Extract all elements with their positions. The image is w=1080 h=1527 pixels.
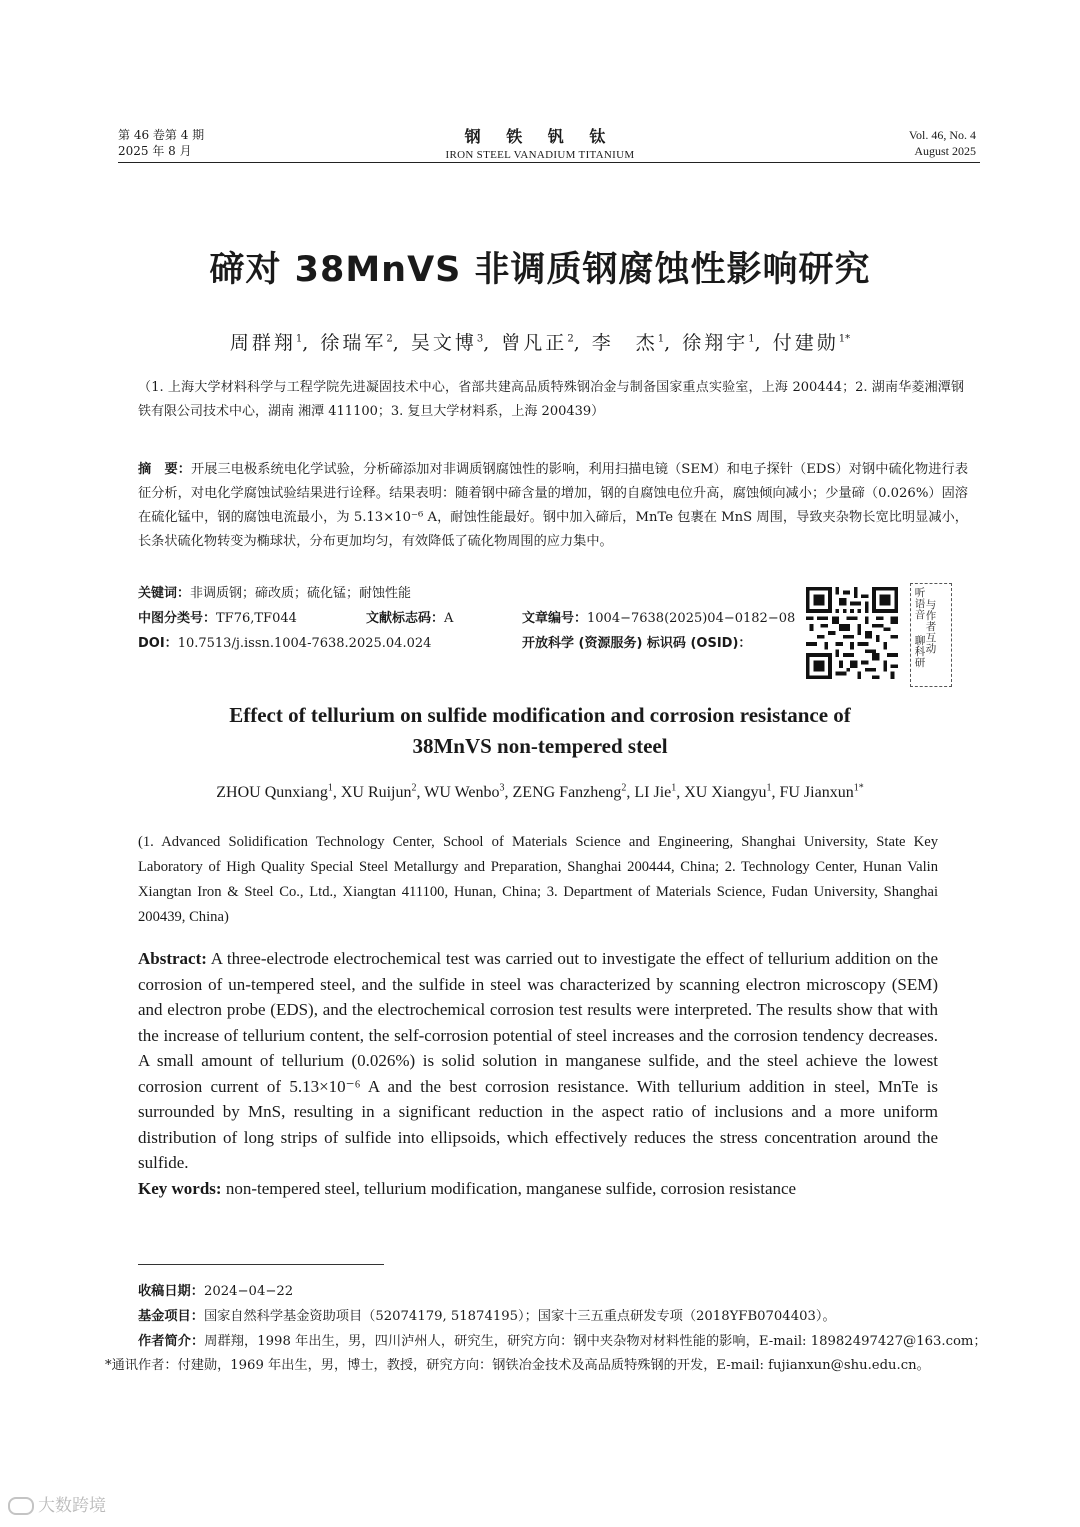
author-name: 吴文博	[410, 332, 477, 354]
keywords-en	[138, 1176, 958, 1201]
author-name: 徐翔宇	[682, 332, 749, 354]
article-no-value: 1004−7638(2025)04−0182−08	[587, 611, 796, 626]
affiliation-en: (1. Advanced Solidification Technology Center, School of Materials Science and Engineering, Shanghai University, State Key Laboratory of High Quality Special Steel Metallurgy and Preparation, Shanghai 200444, China; 2. Technology Center, Hunan Valin Xiangtan Iron & Steel Co., Ltd., Xiangtan 411100, Hunan, China; 3. Department of Materials Science, Fudan University, Shanghai 200439, China)	[138, 834, 938, 925]
author-name: LI Jie	[634, 784, 672, 802]
abstract-cn-text: 开展三电极系统电化学试验，分析碲添加对非调质钢腐蚀性的影响，利用扫描电镜（SEM）和电子探针（EDS）对钢中硫化物进行表征分析，对电化学腐蚀试验结果进行诠释。结果表明：随着钢中碲含量的增加，钢的自腐蚀电位升高，腐蚀倾向减小；少量碲（0.026%）固溶在硫化锰中，钢的腐蚀电流最小，为 5.13×10⁻⁶ A，耐蚀性能最好。钢中加入碲后，MnTe 包裹在 MnS 周围，导致夹杂物长宽比明显减小，长条状硫化物转变为椭球状，分布更加均匀，有效降低了硫化物周围的应力集中。	[138, 462, 969, 549]
bio-text: 周群翔，1998 年出生，男，四川泸州人，研究生，研究方向：钢中夹杂物对材料性能的影响，E-mail: 18982497427@163.com； *通讯作者：付建勋，1969 年出生，男，博士，教授，研究方向：钢铁冶金技术及高品质特殊钢的开发，E-mail: fujianxun@shu.edu.cn。	[105, 1334, 994, 1373]
watermark-text: 大数跨境	[38, 1496, 106, 1516]
footnote-received	[138, 1280, 1013, 1304]
osid-qr-code-icon[interactable]	[806, 587, 898, 679]
author-cn: 李 杰$^1$,	[591, 332, 674, 354]
author-cn: 吴文博$^3$,	[410, 332, 493, 354]
author-affil-mark: 1	[766, 783, 772, 794]
author-affil-mark: 1*	[853, 783, 864, 794]
doi-value[interactable]: 10.7513/j.issn.1004-7638.2025.04.024	[177, 636, 432, 651]
author-list-en	[0, 783, 1080, 802]
clc-value: TF76,TF044	[216, 611, 297, 626]
author-name: ZENG Fanzheng	[512, 784, 622, 802]
paper-title-en-line1: Effect of tellurium on sulfide modification and corrosion resistance of	[229, 703, 851, 727]
author-en: XU Ruijun$^2$,	[340, 783, 425, 802]
author-name: 李 杰	[591, 332, 658, 354]
abstract-en-label: Abstract:	[138, 949, 207, 968]
author-name: 徐瑞军	[320, 332, 387, 354]
issue-date-en: August 2025	[914, 144, 976, 158]
author-affil-mark: 1	[748, 333, 755, 345]
keywords-en-label: Key words:	[138, 1179, 222, 1198]
author-cn: 徐翔宇$^1$,	[682, 332, 764, 354]
author-en	[779, 784, 863, 801]
author-name: 付建勋	[772, 332, 839, 354]
author-en: XU Xiangyu$^1$,	[684, 783, 780, 802]
author-affil-mark: 2	[411, 783, 417, 794]
author-affil-mark: 3	[499, 783, 505, 794]
clc-number	[138, 609, 297, 629]
paper-title-cn: 碲对 38MnVS 非调质钢腐蚀性影响研究	[209, 250, 871, 290]
doi	[138, 634, 431, 654]
article-number	[522, 609, 795, 629]
abstract-en	[138, 946, 938, 1176]
footnote-divider	[138, 1264, 384, 1265]
received-date: 2024−04−22	[203, 1284, 294, 1299]
author-name: XU Xiangyu	[684, 784, 767, 802]
paper-title-en-line2: 38MnVS non-tempered steel	[412, 734, 668, 758]
author-affil-mark: 2	[567, 333, 574, 345]
doi-label: DOI：	[138, 636, 178, 651]
author-affil-mark: 1	[657, 333, 665, 345]
abstract-cn	[138, 458, 968, 554]
funding-label: 基金项目：	[138, 1309, 204, 1324]
abstract-en-text: A three-electrode electrochemical test was carried out to investigate the effect of tellurium addition on the corrosion of un-tempered steel, and the sulfide in steel was characterized by scanning electron microscopy (SEM) and electron probe (EDS), and the electrochemical corrosion test results were interpreted. The results show that with the increase of tellurium content, the self-corrosion potential of steel increases and the corrosion tendency decreases. A small amount of tellurium (0.026%) is solid solution in manganese sulfide, and the steel achieve the lowest corrosion current of 5.13×10⁻⁶ A and the best corrosion resistance. With tellurium addition in steel, MnTe is surrounded by MnS, resulting in a significant reduction in the aspect ratio of inclusions and a more uniform distribution of long strips of sulfide into ellipsoids, which effectively reduces the stress concentration around the sulfide.	[138, 949, 938, 1172]
osid-service-box[interactable]	[910, 583, 952, 687]
received-label: 收稿日期：	[138, 1284, 204, 1299]
author-en: WU Wenbo$^3$,	[424, 783, 513, 802]
osid-listen-label: 听语音	[914, 587, 926, 621]
author-cn: 曾凡正$^2$,	[501, 332, 583, 354]
watermark-logo-icon	[8, 1497, 34, 1515]
journal-name-en: IRON STEEL VANADIUM TITANIUM	[445, 149, 635, 161]
abstract-cn-label: 摘 要：	[138, 462, 192, 477]
author-name: ZHOU Qunxiang	[216, 784, 328, 802]
header-divider	[118, 162, 980, 163]
author-cn: 周群翔$^1$,	[229, 332, 312, 354]
doc-code-label: 文献标志码：	[366, 611, 445, 626]
author-en: ZHOU Qunxiang$^1$,	[216, 783, 341, 802]
affiliation-cn: （1. 上海大学材料科学与工程学院先进凝固技术中心，省部共建高品质特殊钢冶金与制备国家重点实验室，上海 200444；2. 湖南华菱湘潭钢铁有限公司技术中心，湖南 湘潭 411100；3. 复旦大学材料系，上海 200439）	[138, 380, 964, 419]
author-affil-mark: 1	[327, 783, 333, 794]
author-name: FU Jianxun	[779, 784, 854, 802]
issue-volume-en: Vol. 46, No. 4	[908, 128, 976, 142]
author-cn	[773, 332, 850, 354]
issue-date-cn: 2025 年 8 月	[118, 144, 192, 158]
author-affil-mark: 1	[295, 333, 303, 345]
author-cn: 徐瑞军$^2$,	[320, 332, 402, 354]
author-list-cn	[0, 328, 1080, 355]
osid-research-label: 聊科研	[914, 635, 926, 669]
journal-name-cn: 钢 铁 钒 钛	[464, 127, 616, 146]
author-en: LI Jie$^1$,	[634, 783, 685, 802]
author-name: 周群翔	[229, 332, 296, 354]
author-affil-mark: 1	[671, 783, 677, 794]
author-affil-mark: 1*	[838, 333, 851, 345]
author-en: ZENG Fanzheng$^2$,	[512, 783, 635, 802]
doc-code-value: A	[444, 611, 454, 626]
keywords-cn-label: 关键词：	[138, 586, 191, 601]
footnote-author-bio	[105, 1330, 994, 1378]
funding-text: 国家自然科学基金资助项目（52074179, 51874195）；国家十三五重点研发专项（2018YFB0704403）。	[203, 1309, 836, 1324]
author-affil-mark: 2	[386, 333, 393, 345]
keywords-cn	[138, 584, 411, 604]
author-name: WU Wenbo	[424, 784, 500, 802]
clc-label: 中图分类号：	[138, 611, 217, 626]
document-code	[366, 609, 453, 629]
paper-title-en	[0, 700, 1080, 762]
keywords-en-text: non-tempered steel, tellurium modification, manganese sulfide, corrosion resistance	[221, 1179, 797, 1198]
author-affil-mark: 3	[476, 333, 484, 345]
issue-volume-cn: 第 46 卷第 4 期	[118, 128, 205, 142]
watermark	[8, 1491, 106, 1516]
author-affil-mark: 2	[621, 783, 627, 794]
issue-info-en	[909, 127, 976, 159]
osid-label: 开放科学 (资源服务) 标识码 (OSID)：	[522, 636, 752, 651]
author-name: XU Ruijun	[340, 784, 412, 802]
footnote-funding	[138, 1305, 1013, 1329]
osid-interact-label: 与作者互动	[925, 599, 937, 655]
bio-label: 作者简介：	[138, 1334, 205, 1349]
author-name: 曾凡正	[501, 332, 568, 354]
keywords-cn-text: 非调质钢；碲改质；硫化锰；耐蚀性能	[190, 586, 412, 601]
article-no-label: 文章编号：	[522, 611, 588, 626]
